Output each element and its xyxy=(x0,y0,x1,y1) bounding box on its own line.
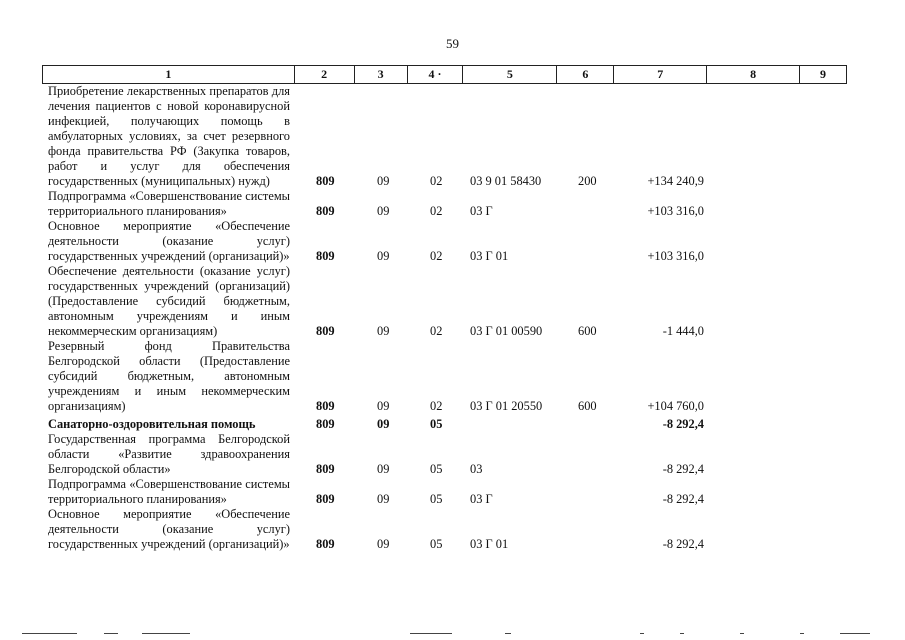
table-body xyxy=(0,84,905,552)
col-5-value: 03 Г xyxy=(470,492,493,506)
row-description: Государственная программа Белгородской области «Развитие здравоохранения Белгородской области» xyxy=(48,432,290,476)
row-description: Основное мероприятие «Обеспечение деятельности (оказание услуг) государственных учреждений (организаций)» xyxy=(48,507,290,551)
col-2-value: 809 xyxy=(316,249,335,263)
row-values xyxy=(0,417,905,432)
row-values xyxy=(0,462,905,477)
col-3-value: 09 xyxy=(377,249,390,263)
row-values xyxy=(0,399,905,414)
col-6-value: 600 xyxy=(578,324,597,338)
col-7-value: -8 292,4 xyxy=(662,417,704,431)
col-6-value: 200 xyxy=(578,174,597,188)
col-7-value: -8 292,4 xyxy=(662,537,704,551)
table-row xyxy=(0,417,905,432)
header-col-7: 7 xyxy=(614,66,707,83)
table-header xyxy=(42,65,847,84)
header-col-1: 1 xyxy=(43,66,295,83)
header-col-5: 5 xyxy=(463,66,557,83)
table-row xyxy=(0,264,905,339)
header-col-6: 6 xyxy=(557,66,614,83)
col-5-value: 03 Г xyxy=(470,204,493,218)
col-2-value: 809 xyxy=(316,204,335,218)
row-description: Основное мероприятие «Обеспечение деятельности (оказание услуг) государственных учреждений (организаций)» xyxy=(48,219,290,263)
row-description: Подпрограмма «Совершенствование системы территориального планирования» xyxy=(48,189,290,218)
col-3-value: 09 xyxy=(377,417,390,431)
col-3-value: 09 xyxy=(377,537,390,551)
row-values xyxy=(0,174,905,189)
col-3-value: 09 xyxy=(377,204,390,218)
header-col-3: 3 xyxy=(355,66,408,83)
row-description: Санаторно-оздоровительная помощь xyxy=(48,417,256,431)
table-row xyxy=(0,189,905,219)
page-number: 59 xyxy=(446,36,459,51)
col-6-value: 600 xyxy=(578,399,597,413)
col-2-value: 809 xyxy=(316,537,335,551)
col-4-value: 02 xyxy=(430,204,443,218)
col-2-value: 809 xyxy=(316,399,335,413)
col-5-value: 03 xyxy=(470,462,483,476)
col-2-value: 809 xyxy=(316,462,335,476)
col-4-value: 02 xyxy=(430,249,443,263)
col-7-value: +104 760,0 xyxy=(647,399,704,413)
header-col-9: 9 xyxy=(800,66,847,83)
col-4-value: 02 xyxy=(430,399,443,413)
col-7-value: +134 240,9 xyxy=(647,174,704,188)
col-4-value: 05 xyxy=(430,537,443,551)
col-4-value: 05 xyxy=(430,492,443,506)
col-5-value: 03 Г 01 xyxy=(470,537,509,551)
row-values xyxy=(0,204,905,219)
col-3-value: 09 xyxy=(377,324,390,338)
col-7-value: +103 316,0 xyxy=(647,249,704,263)
col-3-value: 09 xyxy=(377,399,390,413)
scan-artifacts xyxy=(0,630,905,634)
col-7-value: -1 444,0 xyxy=(662,324,704,338)
col-3-value: 09 xyxy=(377,492,390,506)
col-4-value: 02 xyxy=(430,324,443,338)
col-4-value: 05 xyxy=(430,417,443,431)
header-col-2: 2 xyxy=(295,66,355,83)
col-5-value: 03 Г 01 xyxy=(470,249,509,263)
row-values xyxy=(0,249,905,264)
table-row xyxy=(0,219,905,264)
table-row xyxy=(0,507,905,552)
row-values xyxy=(0,537,905,552)
col-7-value: +103 316,0 xyxy=(647,204,704,218)
row-values xyxy=(0,324,905,339)
col-2-value: 809 xyxy=(316,174,335,188)
col-5-value: 03 Г 01 20550 xyxy=(470,399,543,413)
col-7-value: -8 292,4 xyxy=(662,462,704,476)
row-description: Подпрограмма «Совершенствование системы территориального планирования» xyxy=(48,477,290,506)
table-row xyxy=(0,84,905,189)
row-values xyxy=(0,492,905,507)
row-description: Обеспечение деятельности (оказание услуг) государственных учреждений (организаций) (Предоставление субсидий бюджетным, автономным учреждениям и иным некоммерческим организациям) xyxy=(48,264,290,338)
row-description: Приобретение лекарственных препаратов для лечения пациентов с новой коронавирусной инфекцией, получающих помощь в амбулаторных условиях, за счет резервного фонда правительства РФ (Закупка товаров, работ и услуг для обеспечения государственных (муниципальных) нужд) xyxy=(48,84,290,188)
col-4-value: 05 xyxy=(430,462,443,476)
col-5-value: 03 Г 01 00590 xyxy=(470,324,543,338)
col-2-value: 809 xyxy=(316,492,335,506)
col-5-value: 03 9 01 58430 xyxy=(470,174,542,188)
table-row xyxy=(0,339,905,414)
table-row xyxy=(0,477,905,507)
col-7-value: -8 292,4 xyxy=(662,492,704,506)
col-3-value: 09 xyxy=(377,462,390,476)
header-col-4: 4 · xyxy=(408,66,464,83)
header-col-8: 8 xyxy=(707,66,800,83)
row-description: Резервный фонд Правительства Белгородской области (Предоставление субсидий бюджетным, автономным учреждениям и иным некоммерческим организациям) xyxy=(48,339,290,413)
col-2-value: 809 xyxy=(316,324,335,338)
col-4-value: 02 xyxy=(430,174,443,188)
col-2-value: 809 xyxy=(316,417,335,431)
col-3-value: 09 xyxy=(377,174,390,188)
table-row xyxy=(0,432,905,477)
